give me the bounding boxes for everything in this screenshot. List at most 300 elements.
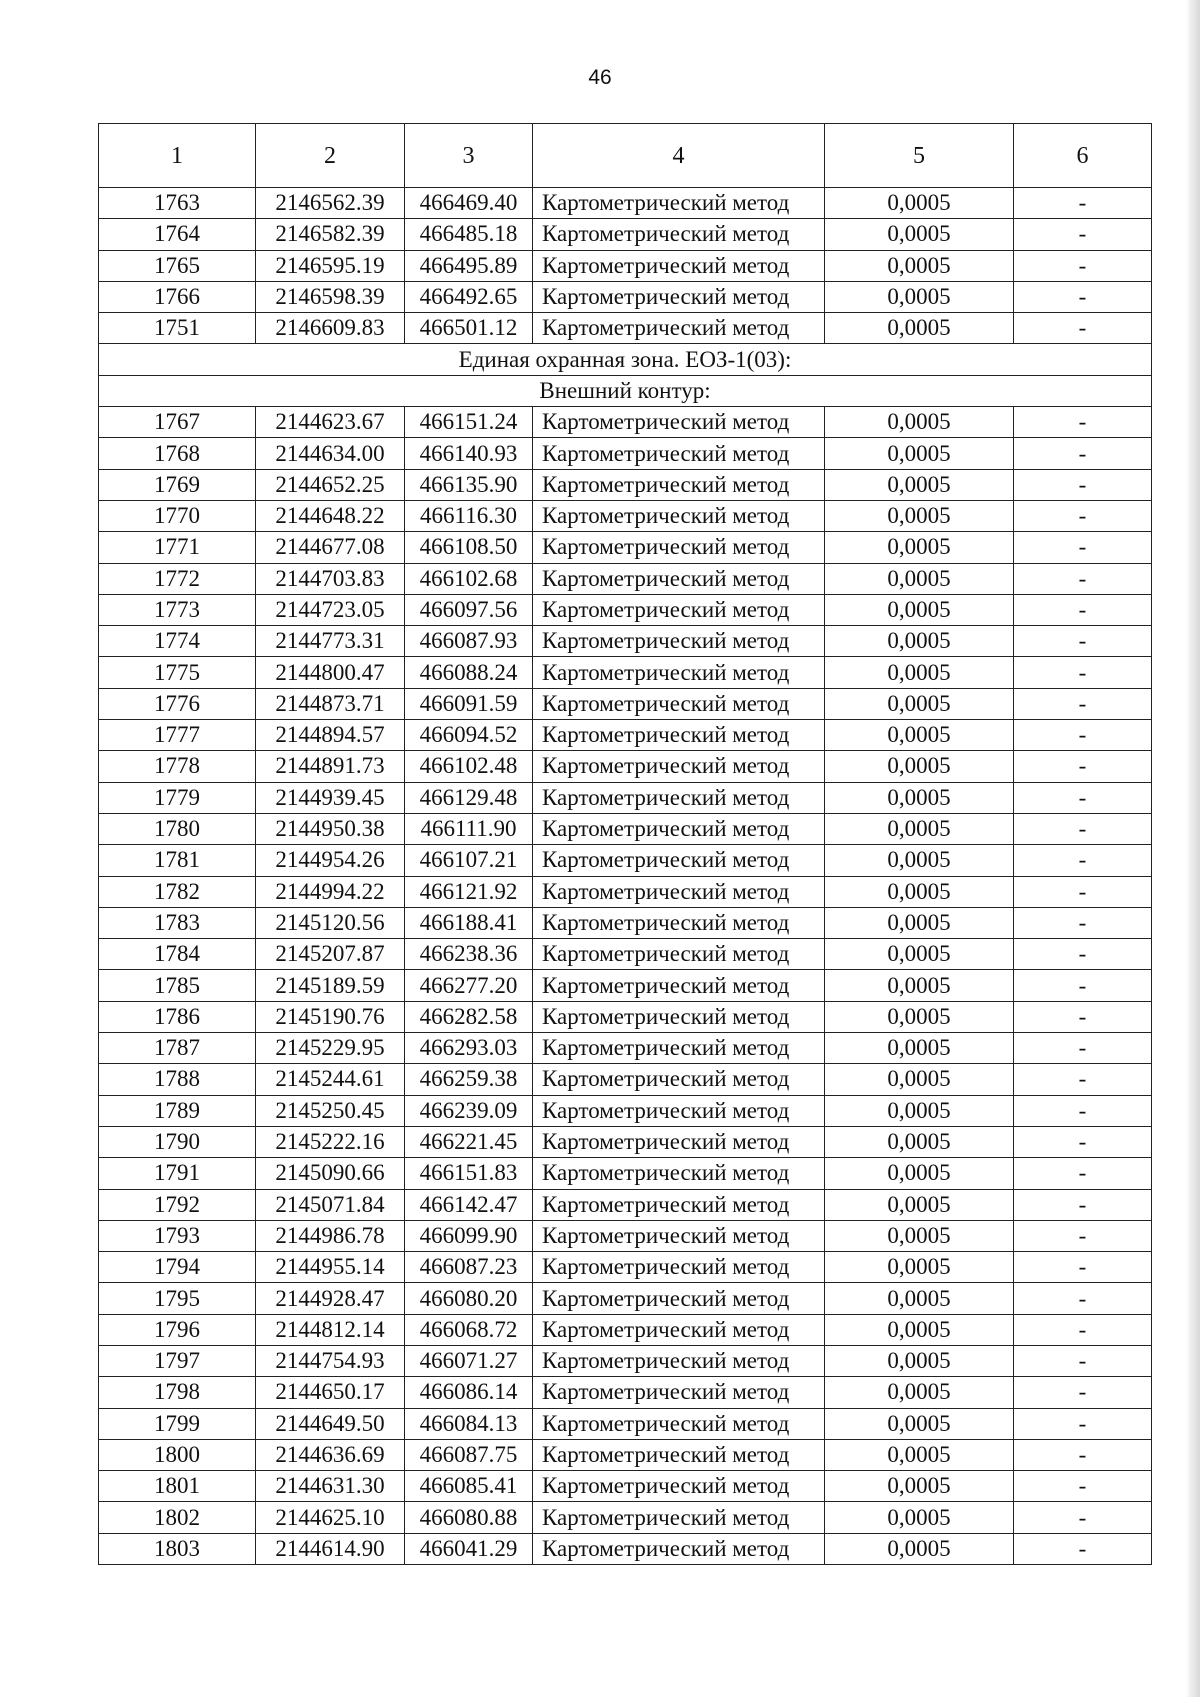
cell-note: - [1014,1533,1152,1564]
cell-note: - [1014,626,1152,657]
cell-accuracy: 0,0005 [825,563,1014,594]
cell-accuracy: 0,0005 [825,1095,1014,1126]
cell-point-number: 1782 [99,876,256,907]
cell-method: Картометрический метод [533,407,825,438]
cell-method: Картометрический метод [533,1095,825,1126]
cell-method: Картометрический метод [533,1033,825,1064]
cell-coord-y: 466277.20 [405,970,533,1001]
cell-coord-x: 2144650.17 [256,1377,405,1408]
cell-accuracy: 0,0005 [825,1033,1014,1064]
cell-method: Картометрический метод [533,1283,825,1314]
cell-method: Картометрический метод [533,782,825,813]
cell-note: - [1014,250,1152,281]
cell-coord-x: 2144636.69 [256,1439,405,1470]
cell-coord-x: 2146609.83 [256,313,405,344]
cell-accuracy: 0,0005 [825,907,1014,938]
header-col-3: 3 [405,124,533,188]
cell-method: Картометрический метод [533,438,825,469]
cell-coord-x: 2144754.93 [256,1345,405,1376]
cell-coord-x: 2145229.95 [256,1033,405,1064]
cell-method: Картометрический метод [533,1189,825,1220]
cell-coord-y: 466111.90 [405,813,533,844]
cell-point-number: 1785 [99,970,256,1001]
cell-point-number: 1781 [99,845,256,876]
header-col-5: 5 [825,124,1014,188]
cell-coord-x: 2145090.66 [256,1158,405,1189]
cell-coord-x: 2144812.14 [256,1314,405,1345]
cell-point-number: 1770 [99,500,256,531]
table-row [99,500,1152,531]
cell-accuracy: 0,0005 [825,1408,1014,1439]
cell-coord-x: 2144800.47 [256,657,405,688]
cell-point-number: 1766 [99,281,256,312]
cell-point-number: 1783 [99,907,256,938]
cell-note: - [1014,281,1152,312]
cell-method: Картометрический метод [533,845,825,876]
cell-method: Картометрический метод [533,219,825,250]
cell-accuracy: 0,0005 [825,626,1014,657]
cell-method: Картометрический метод [533,469,825,500]
table-row [99,1533,1152,1564]
cell-method: Картометрический метод [533,1252,825,1283]
cell-coord-y: 466094.52 [405,720,533,751]
cell-point-number: 1799 [99,1408,256,1439]
cell-coord-y: 466041.29 [405,1533,533,1564]
cell-coord-y: 466086.14 [405,1377,533,1408]
cell-note: - [1014,1345,1152,1376]
cell-accuracy: 0,0005 [825,720,1014,751]
cell-point-number: 1767 [99,407,256,438]
cell-method: Картометрический метод [533,1377,825,1408]
cell-accuracy: 0,0005 [825,1439,1014,1470]
table-header [99,124,1152,188]
cell-method: Картометрический метод [533,720,825,751]
cell-method: Картометрический метод [533,907,825,938]
cell-note: - [1014,407,1152,438]
cell-method: Картометрический метод [533,188,825,219]
cell-note: - [1014,1283,1152,1314]
cell-point-number: 1772 [99,563,256,594]
cell-point-number: 1775 [99,657,256,688]
cell-accuracy: 0,0005 [825,500,1014,531]
table-row [99,970,1152,1001]
cell-coord-x: 2145120.56 [256,907,405,938]
table-row [99,1033,1152,1064]
cell-coord-x: 2145190.76 [256,1001,405,1032]
table-row [99,1345,1152,1376]
cell-method: Картометрический метод [533,970,825,1001]
cell-coord-x: 2144894.57 [256,720,405,751]
cell-point-number: 1802 [99,1502,256,1533]
cell-method: Картометрический метод [533,1001,825,1032]
cell-accuracy: 0,0005 [825,970,1014,1001]
cell-coord-x: 2144955.14 [256,1252,405,1283]
cell-note: - [1014,313,1152,344]
cell-method: Картометрический метод [533,500,825,531]
cell-accuracy: 0,0005 [825,469,1014,500]
cell-method: Картометрический метод [533,813,825,844]
cell-point-number: 1797 [99,1345,256,1376]
table-row [99,250,1152,281]
table-row [99,1095,1152,1126]
cell-coord-x: 2144950.38 [256,813,405,844]
cell-coord-x: 2145244.61 [256,1064,405,1095]
cell-note: - [1014,782,1152,813]
cell-point-number: 1777 [99,720,256,751]
table-row [99,1252,1152,1283]
cell-method: Картометрический метод [533,626,825,657]
cell-coord-x: 2145207.87 [256,939,405,970]
cell-point-number: 1768 [99,438,256,469]
cell-point-number: 1803 [99,1533,256,1564]
cell-note: - [1014,1439,1152,1470]
cell-coord-y: 466140.93 [405,438,533,469]
table-row [99,532,1152,563]
cell-coord-y: 466151.24 [405,407,533,438]
cell-point-number: 1764 [99,219,256,250]
cell-coord-y: 466068.72 [405,1314,533,1345]
cell-coord-y: 466108.50 [405,532,533,563]
cell-point-number: 1788 [99,1064,256,1095]
cell-coord-y: 466084.13 [405,1408,533,1439]
cell-point-number: 1789 [99,1095,256,1126]
subsection-title: Внешний контур: [99,375,1152,406]
cell-accuracy: 0,0005 [825,939,1014,970]
cell-coord-y: 466492.65 [405,281,533,312]
cell-coord-y: 466085.41 [405,1471,533,1502]
cell-coord-x: 2144723.05 [256,594,405,625]
cell-note: - [1014,1220,1152,1251]
cell-note: - [1014,939,1152,970]
cell-accuracy: 0,0005 [825,876,1014,907]
cell-coord-y: 466239.09 [405,1095,533,1126]
cell-accuracy: 0,0005 [825,250,1014,281]
cell-coord-y: 466087.23 [405,1252,533,1283]
cell-point-number: 1791 [99,1158,256,1189]
cell-coord-y: 466107.21 [405,845,533,876]
cell-note: - [1014,813,1152,844]
scan-edge [1186,0,1200,1697]
table-row [99,1283,1152,1314]
cell-point-number: 1792 [99,1189,256,1220]
cell-coord-x: 2144986.78 [256,1220,405,1251]
cell-method: Картометрический метод [533,1314,825,1345]
cell-note: - [1014,1314,1152,1345]
cell-coord-x: 2144677.08 [256,532,405,563]
cell-accuracy: 0,0005 [825,845,1014,876]
cell-note: - [1014,1001,1152,1032]
cell-coord-y: 466293.03 [405,1033,533,1064]
subsection-row [99,375,1152,406]
page-number: 46 [588,66,612,89]
table-row [99,907,1152,938]
table-row [99,188,1152,219]
cell-accuracy: 0,0005 [825,1252,1014,1283]
cell-point-number: 1751 [99,313,256,344]
table-row [99,657,1152,688]
cell-coord-y: 466495.89 [405,250,533,281]
cell-coord-y: 466151.83 [405,1158,533,1189]
table-row [99,626,1152,657]
cell-coord-x: 2144891.73 [256,751,405,782]
table-row [99,1439,1152,1470]
cell-method: Картометрический метод [533,594,825,625]
cell-point-number: 1773 [99,594,256,625]
cell-accuracy: 0,0005 [825,657,1014,688]
cell-coord-y: 466080.88 [405,1502,533,1533]
cell-note: - [1014,1377,1152,1408]
cell-note: - [1014,438,1152,469]
cell-note: - [1014,563,1152,594]
cell-coord-y: 466129.48 [405,782,533,813]
cell-method: Картометрический метод [533,1345,825,1376]
cell-accuracy: 0,0005 [825,1377,1014,1408]
cell-note: - [1014,751,1152,782]
header-row [99,124,1152,188]
cell-accuracy: 0,0005 [825,751,1014,782]
table-section [99,344,1152,407]
cell-note: - [1014,219,1152,250]
cell-accuracy: 0,0005 [825,1064,1014,1095]
cell-coord-x: 2144873.71 [256,688,405,719]
cell-point-number: 1793 [99,1220,256,1251]
cell-accuracy: 0,0005 [825,1471,1014,1502]
cell-method: Картометрический метод [533,1220,825,1251]
cell-note: - [1014,1502,1152,1533]
cell-point-number: 1798 [99,1377,256,1408]
cell-coord-y: 466282.58 [405,1001,533,1032]
cell-note: - [1014,500,1152,531]
cell-coord-x: 2144634.00 [256,438,405,469]
table-row [99,1220,1152,1251]
cell-point-number: 1787 [99,1033,256,1064]
cell-coord-x: 2146595.19 [256,250,405,281]
table-row [99,1001,1152,1032]
cell-method: Картометрический метод [533,657,825,688]
cell-point-number: 1771 [99,532,256,563]
table-row [99,219,1152,250]
cell-coord-y: 466142.47 [405,1189,533,1220]
cell-accuracy: 0,0005 [825,532,1014,563]
cell-note: - [1014,1189,1152,1220]
table-row [99,281,1152,312]
cell-accuracy: 0,0005 [825,1283,1014,1314]
table-row [99,845,1152,876]
cell-method: Картометрический метод [533,1064,825,1095]
cell-accuracy: 0,0005 [825,1220,1014,1251]
cell-accuracy: 0,0005 [825,188,1014,219]
cell-coord-x: 2144623.67 [256,407,405,438]
cell-point-number: 1774 [99,626,256,657]
cell-coord-y: 466091.59 [405,688,533,719]
cell-coord-x: 2144649.50 [256,1408,405,1439]
cell-coord-x: 2144954.26 [256,845,405,876]
cell-note: - [1014,970,1152,1001]
cell-coord-x: 2144652.25 [256,469,405,500]
cell-accuracy: 0,0005 [825,1502,1014,1533]
cell-accuracy: 0,0005 [825,782,1014,813]
cell-point-number: 1790 [99,1126,256,1157]
cell-coord-y: 466121.92 [405,876,533,907]
cell-coord-y: 466135.90 [405,469,533,500]
table-row [99,688,1152,719]
cell-point-number: 1776 [99,688,256,719]
cell-accuracy: 0,0005 [825,438,1014,469]
cell-coord-y: 466087.75 [405,1439,533,1470]
table-row [99,751,1152,782]
cell-coord-y: 466485.18 [405,219,533,250]
cell-coord-x: 2144625.10 [256,1502,405,1533]
cell-coord-x: 2145222.16 [256,1126,405,1157]
cell-method: Картометрический метод [533,1533,825,1564]
cell-point-number: 1796 [99,1314,256,1345]
cell-method: Картометрический метод [533,1502,825,1533]
cell-coord-y: 466097.56 [405,594,533,625]
cell-coord-y: 466221.45 [405,1126,533,1157]
cell-note: - [1014,1471,1152,1502]
cell-coord-x: 2144631.30 [256,1471,405,1502]
cell-coord-x: 2144648.22 [256,500,405,531]
cell-method: Картометрический метод [533,751,825,782]
cell-coord-x: 2145189.59 [256,970,405,1001]
cell-coord-y: 466116.30 [405,500,533,531]
table-row [99,782,1152,813]
cell-method: Картометрический метод [533,939,825,970]
cell-note: - [1014,594,1152,625]
cell-note: - [1014,1126,1152,1157]
cell-point-number: 1795 [99,1283,256,1314]
cell-coord-x: 2144994.22 [256,876,405,907]
table-row [99,939,1152,970]
cell-note: - [1014,720,1152,751]
table-row [99,1377,1152,1408]
table-row [99,876,1152,907]
table-row [99,594,1152,625]
cell-note: - [1014,1033,1152,1064]
cell-note: - [1014,907,1152,938]
cell-point-number: 1794 [99,1252,256,1283]
cell-coord-y: 466102.48 [405,751,533,782]
table-body-bottom [99,407,1152,1565]
cell-coord-y: 466088.24 [405,657,533,688]
cell-note: - [1014,1158,1152,1189]
coordinates-table [98,123,1152,1565]
cell-coord-x: 2145250.45 [256,1095,405,1126]
cell-accuracy: 0,0005 [825,688,1014,719]
cell-coord-y: 466469.40 [405,188,533,219]
cell-point-number: 1778 [99,751,256,782]
cell-note: - [1014,876,1152,907]
cell-accuracy: 0,0005 [825,219,1014,250]
cell-note: - [1014,469,1152,500]
cell-accuracy: 0,0005 [825,281,1014,312]
header-col-6: 6 [1014,124,1152,188]
cell-accuracy: 0,0005 [825,594,1014,625]
cell-coord-y: 466087.93 [405,626,533,657]
cell-point-number: 1801 [99,1471,256,1502]
section-title: Единая охранная зона. ЕОЗ-1(03): [99,344,1152,375]
table-body-top [99,188,1152,344]
table-row [99,1158,1152,1189]
cell-accuracy: 0,0005 [825,407,1014,438]
table-row [99,1126,1152,1157]
cell-coord-y: 466102.68 [405,563,533,594]
cell-coord-y: 466080.20 [405,1283,533,1314]
cell-coord-x: 2144928.47 [256,1283,405,1314]
cell-coord-y: 466501.12 [405,313,533,344]
cell-coord-x: 2144614.90 [256,1533,405,1564]
cell-accuracy: 0,0005 [825,1345,1014,1376]
cell-method: Картометрический метод [533,1158,825,1189]
cell-note: - [1014,532,1152,563]
cell-accuracy: 0,0005 [825,1533,1014,1564]
cell-note: - [1014,688,1152,719]
cell-method: Картометрический метод [533,1471,825,1502]
cell-coord-x: 2144703.83 [256,563,405,594]
cell-note: - [1014,1095,1152,1126]
cell-coord-y: 466071.27 [405,1345,533,1376]
table-row [99,407,1152,438]
cell-point-number: 1769 [99,469,256,500]
table-row [99,1314,1152,1345]
cell-coord-y: 466099.90 [405,1220,533,1251]
cell-point-number: 1779 [99,782,256,813]
cell-coord-y: 466259.38 [405,1064,533,1095]
cell-accuracy: 0,0005 [825,1314,1014,1345]
table-row [99,1064,1152,1095]
cell-accuracy: 0,0005 [825,313,1014,344]
cell-accuracy: 0,0005 [825,1158,1014,1189]
cell-coord-y: 466238.36 [405,939,533,970]
table-row [99,720,1152,751]
cell-method: Картометрический метод [533,1126,825,1157]
cell-method: Картометрический метод [533,313,825,344]
cell-method: Картометрический метод [533,688,825,719]
cell-method: Картометрический метод [533,250,825,281]
table-row [99,1502,1152,1533]
cell-method: Картометрический метод [533,532,825,563]
cell-coord-x: 2146582.39 [256,219,405,250]
cell-method: Картометрический метод [533,563,825,594]
cell-method: Картометрический метод [533,1408,825,1439]
cell-coord-x: 2145071.84 [256,1189,405,1220]
cell-accuracy: 0,0005 [825,1189,1014,1220]
section-row [99,344,1152,375]
header-col-1: 1 [99,124,256,188]
header-col-4: 4 [533,124,825,188]
cell-method: Картометрический метод [533,281,825,312]
table-row [99,563,1152,594]
table-row [99,469,1152,500]
cell-point-number: 1765 [99,250,256,281]
cell-note: - [1014,1064,1152,1095]
cell-note: - [1014,1252,1152,1283]
table-row [99,313,1152,344]
cell-coord-x: 2144773.31 [256,626,405,657]
cell-note: - [1014,657,1152,688]
cell-coord-x: 2146598.39 [256,281,405,312]
cell-point-number: 1786 [99,1001,256,1032]
cell-point-number: 1800 [99,1439,256,1470]
cell-coord-x: 2146562.39 [256,188,405,219]
table-row [99,1471,1152,1502]
cell-method: Картометрический метод [533,1439,825,1470]
cell-coord-y: 466188.41 [405,907,533,938]
cell-note: - [1014,845,1152,876]
cell-accuracy: 0,0005 [825,1001,1014,1032]
cell-accuracy: 0,0005 [825,813,1014,844]
table-row [99,813,1152,844]
